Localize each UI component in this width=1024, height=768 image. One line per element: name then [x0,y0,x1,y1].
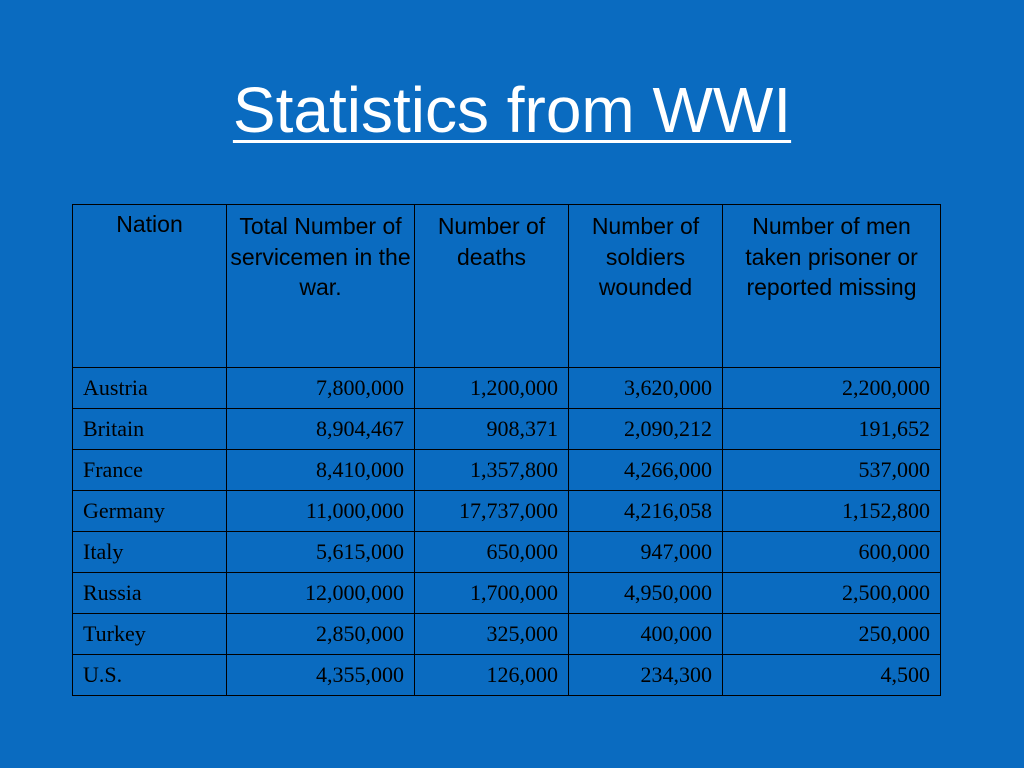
deaths-cell: 126,000 [415,655,569,696]
deaths-cell: 908,371 [415,409,569,450]
prisoner-cell: 4,500 [723,655,941,696]
deaths-cell: 650,000 [415,532,569,573]
header-deaths: Number of deaths [415,205,569,368]
prisoner-cell: 2,500,000 [723,573,941,614]
prisoner-cell: 600,000 [723,532,941,573]
wounded-cell: 2,090,212 [569,409,723,450]
table-header-row [73,205,941,368]
deaths-cell: 325,000 [415,614,569,655]
page-title-text: Statistics from WWI [232,74,792,146]
header-nation: Nation [73,205,227,368]
nation-cell: France [73,450,227,491]
wounded-cell: 4,950,000 [569,573,723,614]
table-row [73,409,941,450]
nation-cell: U.S. [73,655,227,696]
page-title [0,70,1024,150]
table-row [73,368,941,409]
header-prisoner-missing: Number of men taken prisoner or reported missing [723,205,941,368]
prisoner-cell: 1,152,800 [723,491,941,532]
table-row [73,532,941,573]
prisoner-cell: 537,000 [723,450,941,491]
nation-cell: Russia [73,573,227,614]
header-total-servicemen: Total Number of servicemen in the war. [227,205,415,368]
servicemen-cell: 8,410,000 [227,450,415,491]
table-row [73,614,941,655]
wounded-cell: 3,620,000 [569,368,723,409]
table-row [73,450,941,491]
deaths-cell: 17,737,000 [415,491,569,532]
wounded-cell: 400,000 [569,614,723,655]
wounded-cell: 4,266,000 [569,450,723,491]
prisoner-cell: 250,000 [723,614,941,655]
prisoner-cell: 191,652 [723,409,941,450]
header-wounded: Number of soldiers wounded [569,205,723,368]
deaths-cell: 1,200,000 [415,368,569,409]
servicemen-cell: 7,800,000 [227,368,415,409]
servicemen-cell: 12,000,000 [227,573,415,614]
servicemen-cell: 5,615,000 [227,532,415,573]
wounded-cell: 234,300 [569,655,723,696]
servicemen-cell: 8,904,467 [227,409,415,450]
servicemen-cell: 11,000,000 [227,491,415,532]
nation-cell: Germany [73,491,227,532]
table-row [73,655,941,696]
nation-cell: Turkey [73,614,227,655]
wounded-cell: 4,216,058 [569,491,723,532]
deaths-cell: 1,357,800 [415,450,569,491]
prisoner-cell: 2,200,000 [723,368,941,409]
table-row [73,491,941,532]
nation-cell: Italy [73,532,227,573]
nation-cell: Austria [73,368,227,409]
servicemen-cell: 4,355,000 [227,655,415,696]
table-row [73,573,941,614]
nation-cell: Britain [73,409,227,450]
deaths-cell: 1,700,000 [415,573,569,614]
servicemen-cell: 2,850,000 [227,614,415,655]
statistics-table [72,204,941,696]
wounded-cell: 947,000 [569,532,723,573]
